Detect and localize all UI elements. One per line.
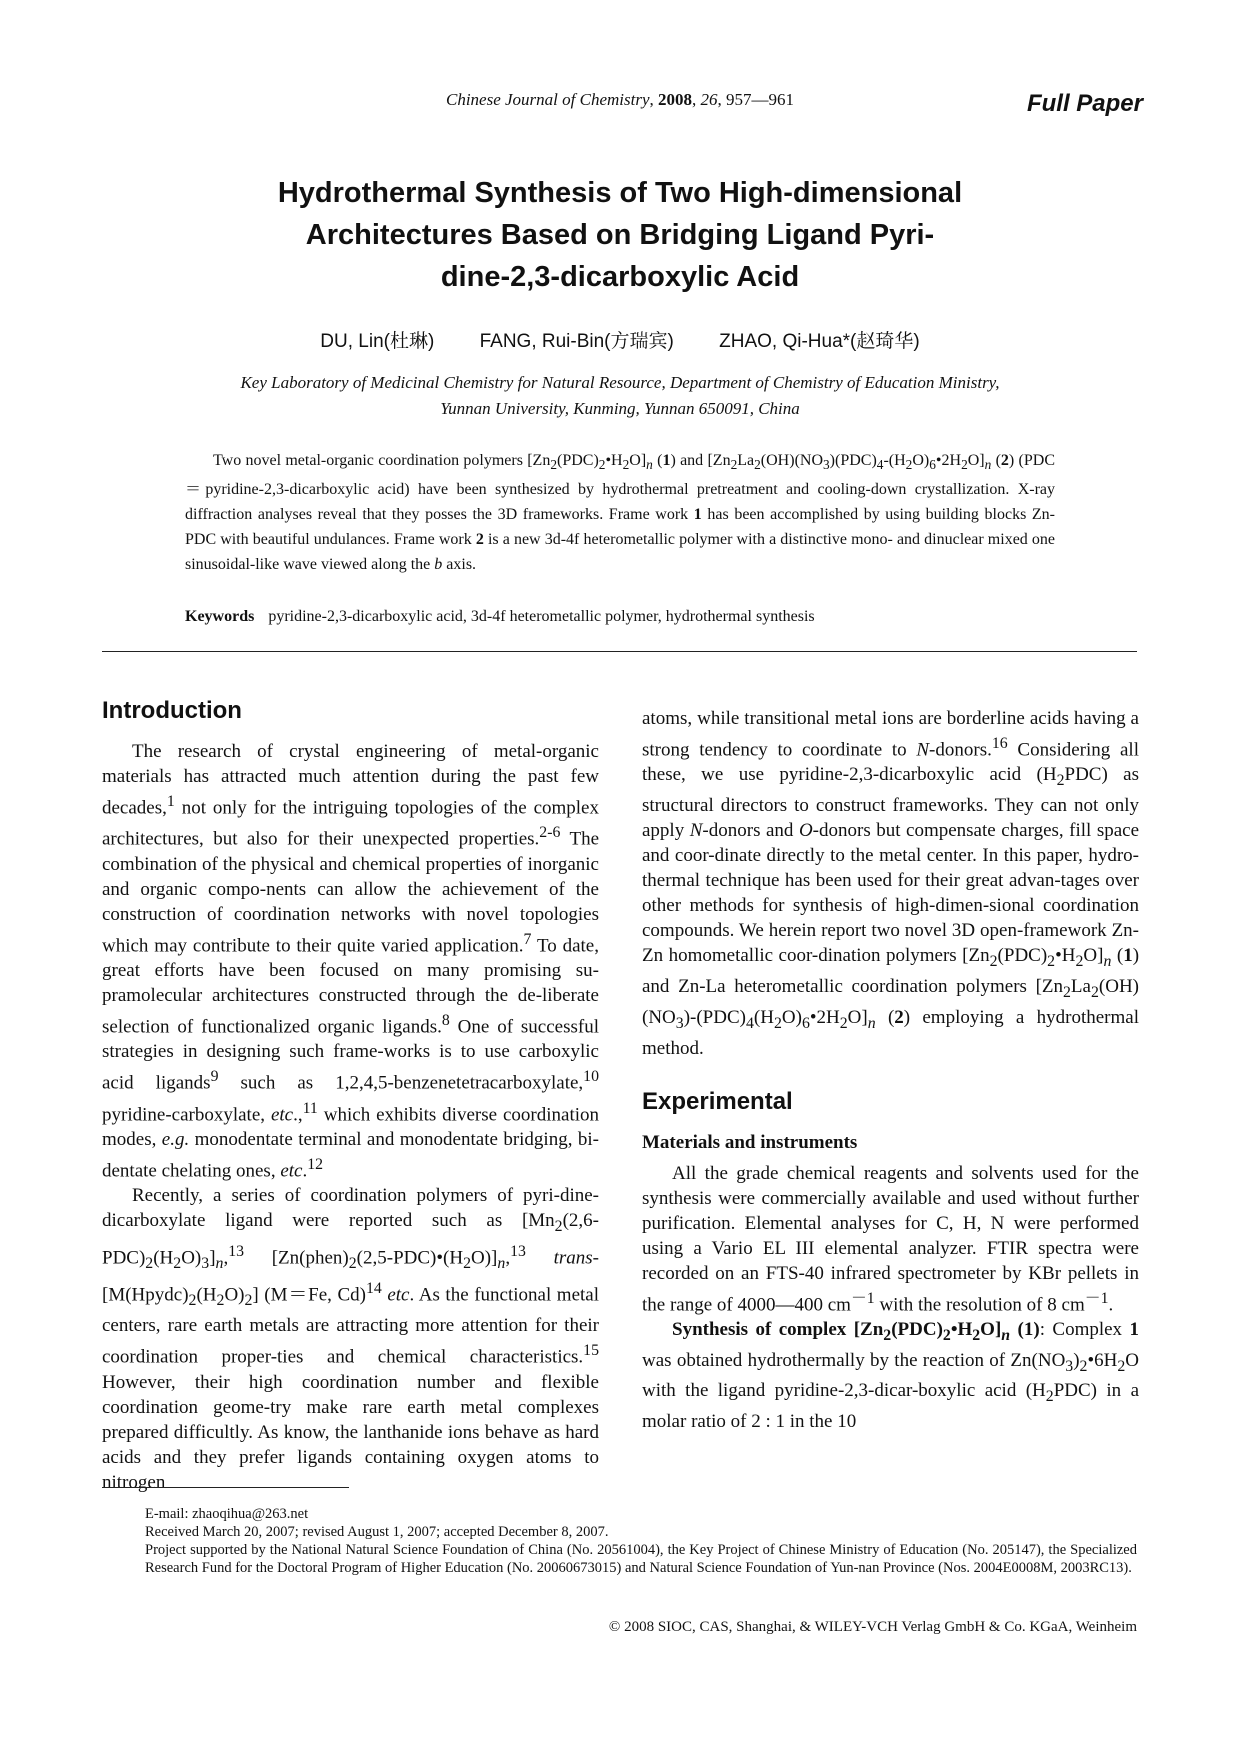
materials-paragraph: All the grade chemical reagents and solvents used for the synthesis were commercially available and used without further purification. Elemental analyses for C, H, N were performed using a Vario EL III elemental analyzer. FTIR spectra were recorded on an FTS-40 infrared spectrometer by KBr pellets in the range of 4000—400 $cm^{-1}$ with the resolution of 8 $cm^{-1}$. [642,1162,1139,1315]
synthesis-paragraph: Synthesis of complex $[Zn_2(PDC)_2•H_2O]_n$ (1): Complex 1 was obtained hydrothermally by the reaction of $Zn(NO_3)_2•6H_2O$ with the ligand pyridine-2,3-dicar-boxylic acid $(H_2PDC)$ in a molar ratio of 2 : 1 in the 10 [642,1318,1140,1433]
introduction-paragraph: Recently, a series of coordination polymers of pyri-dine-dicarboxylate ligand were reported such as $[Mn_2(2,6-PDC)_2(H_2O)_3]_n,^{13}$ $[Zn(phen)_2(2,5-PDC)•(H_2O)]_n,^{13}$ trans-$[M(Hpydc)_2(H_2O)_2]$ (M＝Fe, Cd)$^{14}$ etc. As the functional metal centers, rare earth metals are attracting more attention for their coordination proper-ties and chemical characteristics.$^{15}$ However, their high coordination number and flexible coordination geome-try make rare earth metal complexes prepared difficultly. As know, the lanthanide ions behave as hard acids and they prefer ligands containing oxygen atoms to nitrogen [102,1185,599,1493]
materials-subheading: Materials and instruments [642,1131,858,1153]
introduction-heading: Introduction [102,697,242,724]
abstract: Two novel metal-organic coordination polymers $[Zn_2(PDC)_2•H_2O]_n$ (1) and $[Zn_2La_2(OH)(NO_3)(PDC)_4-(H_2O)_6•2H_2O]_n$ (2) (PDC＝pyridine-2,3-dicarboxylic acid) have been synthesized by hydrothermal pretreatment and cooling-down crystallization. X-ray diffraction analyses reveal that they posses the 3D frameworks. Frame work 1 has been accomplished by using building blocks Zn-PDC with beautiful undulances. Frame work 2 is a new 3d-4f heterometallic polymer with a distinctive mono- and dinuclear mixed one sinusoidal-like wave viewed along the b axis. [185,452,1056,574]
paper-title [230,172,1010,298]
journal-citation: Chinese Journal of Chemistry, 2008, 26, 957—961 [445,90,794,109]
journal-year: 2008 [658,90,692,109]
introduction-paragraph: The research of crystal engineering of metal-organic materials has attracted much attention during the past few decades,$^1$ not only for the intriguing topologies of the complex architectures, but also for their unexpected properties.$^{2-6}$ The combination of the physical and chemical properties of inorganic and organic compo-nents can allow the achievement of the construction of coordination networks with novel topologies which may contribute to their quite varied application.$^7$ To date, great efforts have been focused on many promising su-pramolecular architectures constructed through the de-liberate selection of functionalized organic ligands.$^8$ One of successful strategies in designing such frame-works is to use carboxylic acid ligands$^9$ such as 1,2,4,5-benzenetetracarboxylate,$^{10}$ pyridine-carboxylate, etc.,$^{11}$ which exhibits diverse coordination modes, e.g. monodentate terminal and monodentate bridging, bi-dentate chelating ones, etc.$^{12}$ [102,741,600,1182]
title-line: Hydrothermal Synthesis of Two High-dimensional [277,177,963,209]
affiliation [170,370,1070,422]
footnotes [145,1505,1137,1577]
journal-volume: 26 [700,90,718,109]
footnote-divider [102,1487,349,1488]
title-line: dine-2,3-dicarboxylic Acid [440,261,800,293]
title-line: Architectures Based on Bridging Ligand Pyri- [305,219,935,251]
footnote-email: E-mail: zhaoqihua@263.net [145,1506,309,1522]
journal-name: Chinese Journal of Chemistry [445,90,650,109]
keywords-label: Keywords [185,608,255,625]
right-column [642,706,1139,1434]
left-column [102,698,599,1495]
author-list [200,326,1040,353]
keywords-text: pyridine-2,3-dicarboxylic acid, 3d-4f heterometallic polymer, hydrothermal synthesis [268,608,815,625]
affiliation-line: Yunnan University, Kunming, Yunnan 650091, China [440,399,800,418]
experimental-heading: Experimental [642,1087,793,1115]
keywords [185,608,1055,626]
affiliation-line: Key Laboratory of Medicinal Chemistry for Natural Resource, Department of Chemistry of Education Ministry, [240,373,1000,392]
author-fang-rui-bin: FANG, Rui-Bin(方瑞宾) [479,331,674,352]
footnote-received: Received March 20, 2007; revised August 1, 2007; accepted December 8, 2007. [145,1524,609,1540]
journal-pages: 957—961 [726,90,794,109]
footnote-funding: Project supported by the National Natural Science Foundation of China (No. 20561004), the Key Project of Chinese Ministry of Education (No. 205147), the Specialized Research Fund for the Doctoral Program of Higher Education (No. 20060673015) and Natural Science Foundation of Yun-nan Province (Nos. 2004E0008M, 2003RC13). [145,1542,1137,1576]
introduction-continuation: atoms, while transitional metal ions are borderline acids having a strong tendency to coordinate to N-donors.$^{16}$ Considering all these, we use pyridine-2,3-dicarboxylic acid $(H_2PDC)$ as structural directors to construct frameworks. They can not only apply N-donors and O-donors but compensate charges, fill space and coor-dinate directly to the metal center. In this paper, hydro-thermal technique has been used for their great advan-tages over other methods for synthesis of high-dimen-sional coordination compounds. We herein report two novel 3D open-framework Zn-Zn homometallic coor-dination polymers $[Zn_2(PDC)_2•H_2O]_n$ (1) and Zn-La heterometallic coordination polymers $[Zn_2La_2(OH)(NO_3)-(PDC)_4(H_2O)_6•2H_2O]_n$ (2) employing a hydrothermal method. [642,708,1140,1059]
copyright-notice: © 2008 SIOC, CAS, Shanghai, & WILEY-VCH Verlag GmbH & Co. KGaA, Weinheim [608,1619,1137,1635]
header-divider [102,651,1137,652]
paper-type-label: Full Paper [1026,90,1143,117]
author-zhao-qi-hua: ZHAO, Qi-Hua*(赵琦华) [719,331,920,352]
author-du-lin: DU, Lin(杜琳) [320,331,435,352]
